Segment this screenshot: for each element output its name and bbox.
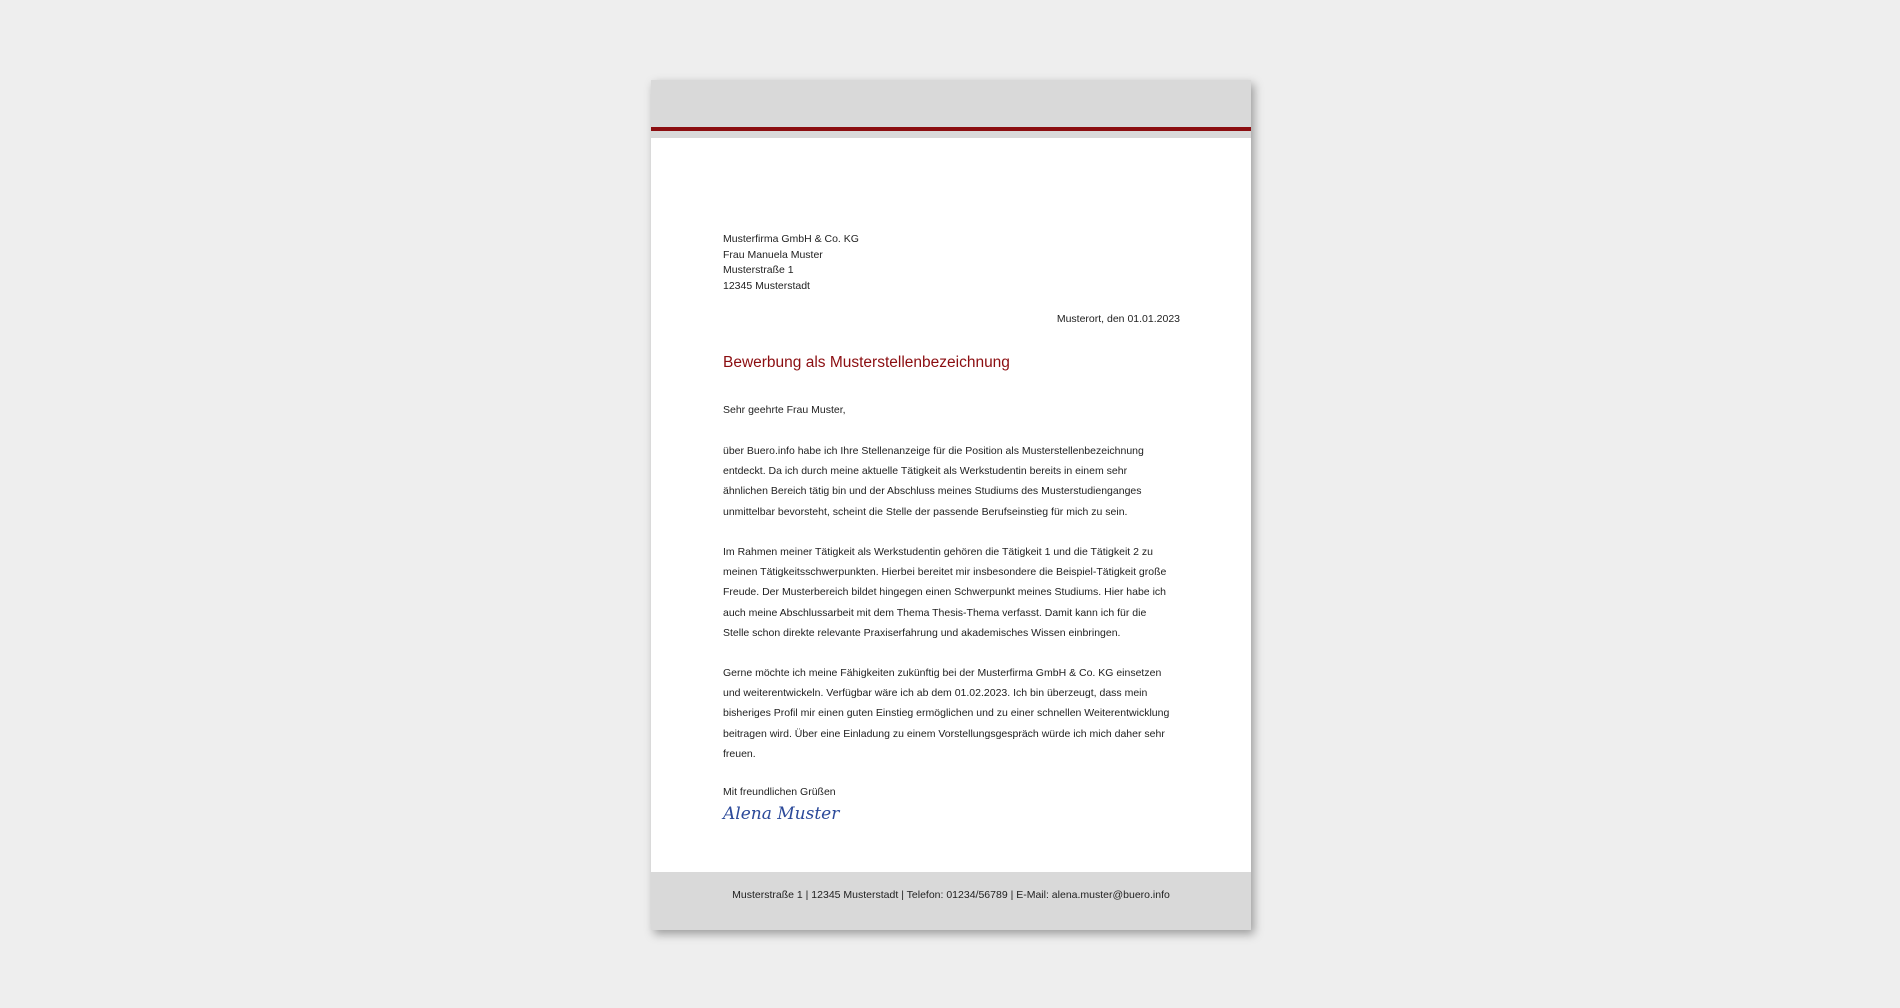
recipient-contact: Frau Manuela Muster xyxy=(723,248,823,261)
paragraph-line: Stelle schon direkte relevante Praxiserfahrung und akademisches Wissen einbringen. xyxy=(723,626,1121,639)
paragraph-line: auch meine Abschlussarbeit mit dem Thema Thesis-Thema verfasst. Damit kann ich für die xyxy=(723,606,1147,619)
paragraph-line: unmittelbar bevorsteht, scheint die Stelle der passende Berufseinstieg für mich zu sein. xyxy=(723,505,1128,518)
paragraph-line: freuen. xyxy=(723,747,756,760)
header-accent-rule xyxy=(651,127,1251,131)
letter-date: Musterort, den 01.01.2023 xyxy=(1056,313,1180,325)
letter-page xyxy=(651,80,1251,930)
paragraph-line: Freude. Der Musterbereich bildet hingegen einen Schwerpunkt meines Studiums. Hier habe ich xyxy=(723,586,1166,599)
paragraph-line: meinen Tätigkeitsschwerpunkten. Hierbei bereitet mir insbesondere die Beispiel-Tätigkeit große xyxy=(723,566,1167,579)
paragraph-line: über Buero.info habe ich Ihre Stellenanzeige für die Position als Musterstellenbezeichnung xyxy=(723,445,1144,457)
recipient-company: Musterfirma GmbH & Co. KG xyxy=(723,233,859,245)
paragraph-line: bisheriges Profil mir einen guten Einstieg ermöglichen und zu einer schnellen Weiterentwicklung xyxy=(723,707,1170,720)
paragraph-line: und weiterentwickeln. Verfügbar wäre ich ab dem 01.02.2023. Ich bin überzeugt, dass mein xyxy=(723,687,1148,700)
body-paragraph-2 xyxy=(723,542,1183,643)
closing: Mit freundlichen Grüßen xyxy=(723,786,836,798)
paragraph-line: entdeckt. Da ich durch meine aktuelle Tätigkeit als Werkstudentin bereits in einem sehr xyxy=(723,465,1128,478)
letter-subject: Bewerbung als Musterstellenbezeichnung xyxy=(723,354,1010,371)
footer-contact-line: Musterstraße 1 | 12345 Musterstadt | Telefon: 01234/56789 | E-Mail: alena.muster@buero.info xyxy=(732,889,1170,901)
signature: Alena Muster xyxy=(723,804,840,824)
recipient-city: 12345 Musterstadt xyxy=(723,279,810,292)
body-paragraph-3 xyxy=(723,663,1183,764)
recipient-street: Musterstraße 1 xyxy=(723,264,794,276)
paragraph-line: Gerne möchte ich meine Fähigkeiten zukünftig bei der Musterfirma GmbH & Co. KG einsetzen xyxy=(723,667,1162,679)
footer-band xyxy=(651,872,1251,930)
body-paragraph-1 xyxy=(723,441,1183,522)
salutation: Sehr geehrte Frau Muster, xyxy=(723,404,846,416)
paragraph-line: Im Rahmen meiner Tätigkeit als Werkstudentin gehören die Tätigkeit 1 und die Tätigkeit 2 zu xyxy=(723,546,1153,558)
recipient-address xyxy=(723,232,859,294)
paragraph-line: ähnlichen Bereich tätig bin und der Abschluss meines Studiums des Musterstudienganges xyxy=(723,485,1142,498)
header-band xyxy=(651,80,1251,138)
paragraph-line: beitragen wird. Über eine Einladung zu einem Vorstellungsgespräch würde ich mich daher sehr xyxy=(723,727,1165,740)
